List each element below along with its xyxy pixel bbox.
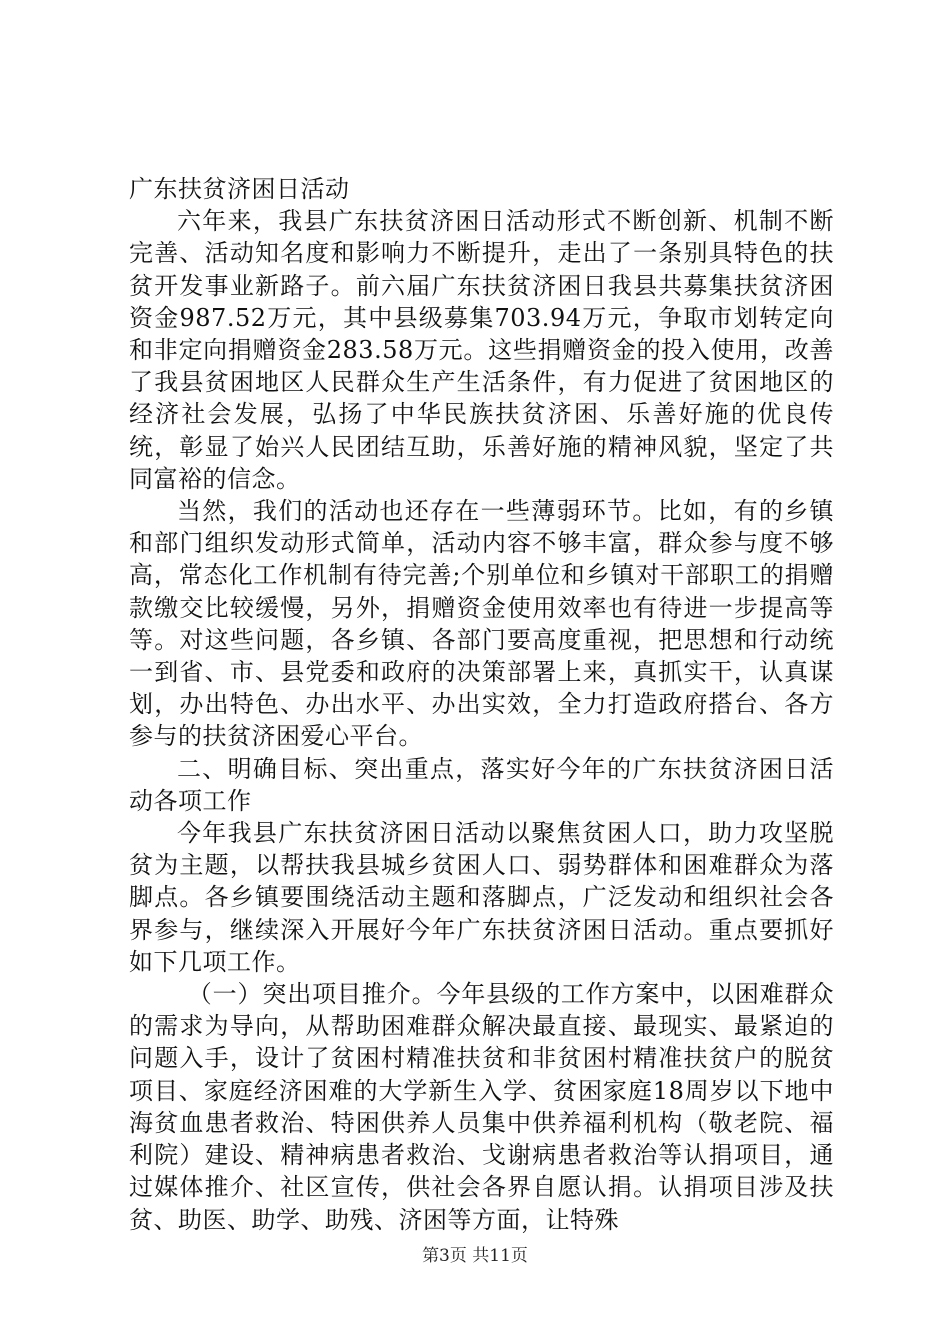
paragraph-theme: 今年我县广东扶贫济困日活动以聚焦贫困人口，助力攻坚脱贫为主题，以帮扶我县城乡贫困人口、弱势群体和困难群众为落脚点。各乡镇要围绕活动主题和落脚点，广泛发动和组织社会各界参与，继续深入开展好今年广东扶贫济困日活动。重点要抓好如下几项工作。 bbox=[129, 819, 834, 976]
page-number-footer: 第3页 共11页 bbox=[422, 1246, 528, 1266]
paragraph-project-promotion: （一）突出项目推介。今年县级的工作方案中，以困难群众的需求为导向，从帮助困难群众解决最直接、最现实、最紧迫的问题入手，设计了贫困村精准扶贫和非贫困村精准扶贫户的脱贫项目、家庭经济困难的大学新生入学、贫困家庭18周岁以下地中海贫血患者救治、特困供养人员集中供养福利机构（敬老院、福利院）建设、精神病患者救治、戈谢病患者救治等认捐项目，通过媒体推介、社区宣传，供社会各界自愿认捐。认捐项目涉及扶贫、助医、助学、助残、济困等方面，让特殊 bbox=[129, 980, 834, 1234]
section-heading: 广东扶贫济困日活动 bbox=[129, 175, 350, 203]
section-subheading-goals: 二、明确目标、突出重点，落实好今年的广东扶贫济困日活动各项工作 bbox=[129, 754, 834, 815]
document-body bbox=[129, 173, 834, 1236]
paragraph-weaknesses: 当然，我们的活动也还存在一些薄弱环节。比如，有的乡镇和部门组织发动形式简单，活动内容不够丰富，群众参与度不够高，常态化工作机制有待完善;个别单位和乡镇对干部职工的捐赠款缴交比较缓慢，另外，捐赠资金使用效率也有待进一步提高等等。对这些问题，各乡镇、各部门要高度重视，把思想和行动统一到省、市、县党委和政府的决策部署上来，真抓实干，认真谋划，办出特色、办出水平、办出实效，全力打造政府搭台、各方参与的扶贫济困爱心平台。 bbox=[129, 497, 834, 751]
paragraph-achievements: 六年来，我县广东扶贫济困日活动形式不断创新、机制不断完善、活动知名度和影响力不断提升，走出了一条别具特色的扶贫开发事业新路子。前六届广东扶贫济困日我县共募集扶贫济困资金987.52万元，其中县级募集703.94万元，争取市划转定向和非定向捐赠资金283.58万元。这些捐赠资金的投入使用，改善了我县贫困地区人民群众生产生活条件，有力促进了贫困地区的经济社会发展，弘扬了中华民族扶贫济困、乐善好施的优良传统，彰显了始兴人民团结互助，乐善好施的精神风貌，坚定了共同富裕的信念。 bbox=[129, 207, 834, 493]
